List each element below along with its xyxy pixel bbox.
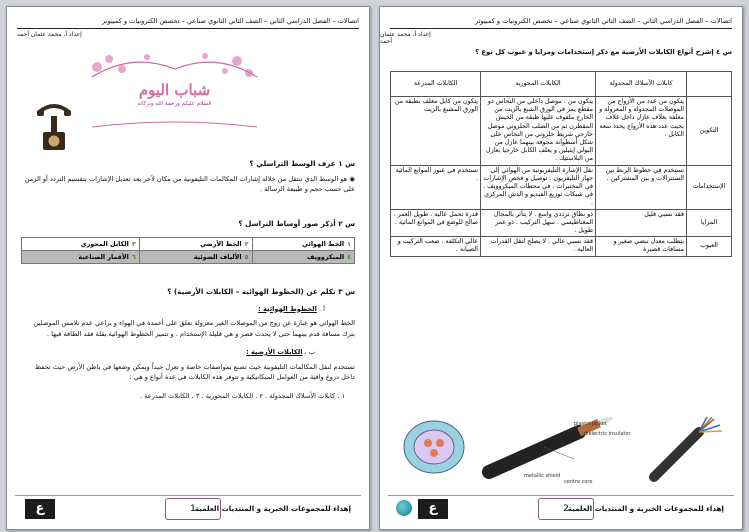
footer-text: إهداء للمجموعات الخبرية و المنتديات العلمية [567, 504, 724, 513]
page-footer [388, 495, 734, 522]
page-footer [15, 495, 361, 522]
q1-title: س ١ عرف الوسط التراسلي ؟ [249, 159, 355, 168]
table-row [391, 209, 732, 237]
table-cell: تستخدم في خطوط الربط بين السنترالات و بين المشتركين . [596, 165, 687, 209]
cable-images [394, 417, 728, 487]
column-header: الكابلات المدرعة [391, 72, 481, 97]
table-row [22, 251, 355, 264]
page-number: 2 [538, 498, 594, 520]
footer-logo: ع [418, 499, 448, 519]
row-label: التكوين [687, 97, 732, 166]
banner-greeting: السلام عليكم ورحمة الله وبركاته [137, 101, 212, 107]
page-header: اتصالات – الفصل الدراسي الثاني – الصف الثاني الثانوي صناعي – تخصص الكترونيات و كمبيوتر [474, 17, 732, 25]
table-cell: فقد نسبي عالي . لا يصلح لنقل القدرات العالية . [481, 237, 596, 256]
q1-section [21, 159, 355, 195]
page-number: 1 [165, 498, 221, 520]
row-label: الإستخدامات [687, 165, 732, 209]
table-row [22, 238, 355, 251]
globe-icon [396, 500, 412, 516]
media-table [21, 237, 355, 264]
table-cell: يتكون من : موصل داخلي من النحاس ذو مقطع يمر في الورق الشبع بالزيت من الخارج ملفوف عليها طبقة من الخيش المقطرن ثم من الصلب الحلزوني موصل خارجي شريط حلزوني من النحاس على شكل أسطوانة مجوفة بينهما عازل من البولي إيثيلين و يغلف الكابل خارجيا بعازل من البلاستيك . [481, 97, 596, 166]
coax-label: plastic jacket [574, 421, 607, 427]
cable-comparison-table [390, 71, 732, 257]
coax-label: dielectric insulator [584, 431, 631, 437]
table-cell: ذو نطاق ترددي واسع . لا يتأثر بالمجال المغناطيسي . سهل التركيب . ذو عمر طويل . [481, 209, 596, 237]
author-credit: إعداد أ. محمد عثمان أحمد [17, 31, 82, 38]
column-header: الكابلات المحورية [481, 72, 596, 97]
q3-part-b-heading: ب . الكابلات الأرضية : [246, 348, 315, 356]
q3-part-a-text: الخط الهوائي هو عبارة عن زوج من الموصلات الغير معزولة تعلق على أعمدة في الهواء و يراعي عدم تلامس الموصلين بترك مسافة قدم بينهما حتى لا يحدث قصر و هي قليلة الإستخدام . و تتميز الخطوط الهوائية بقلة فقد الطاقة فيها . [33, 319, 355, 338]
table-header-row [391, 72, 732, 97]
q3-title: س ٣ تكلم عن (الخطوط الهوائية – الكابلات الأرضية) ؟ [167, 287, 355, 296]
header-divider [390, 28, 732, 29]
table-cell: نقل الإشارة التليفزيونية من الهوائي إلى جهاز التليفزيون . توصيل و فحص الإشارات في المختبرات . في محطات الميكروويف . في شبكات توزيع الفيديو و الدش المركزي . [481, 165, 596, 209]
coax-label: metallic shield [524, 473, 561, 479]
q1-answer: ◉ هو الوسط الذي تنتقل من خلاله إشارات المكالمات التليفونية من مكان لآخر بعد تعديل الإشارات بتقسيم التردد أو الزمن على حسب حجم و طبيعة الرسالة . [24, 174, 355, 193]
q3-section [21, 287, 355, 401]
table-cell: فقد نسبي قليل [596, 209, 687, 237]
footer-logo: ع [25, 499, 55, 519]
table-row [391, 97, 732, 166]
q4-title: س ٤ إشرح أنواع الكابلات الأرضية مع ذكر إستخدامات ومزايا و عيوب كل نوع ؟ [475, 48, 732, 56]
greeting-banner [87, 47, 262, 137]
q4-section [390, 47, 732, 58]
telephone-icon [37, 102, 71, 154]
table-cell: عالي التكلفة . صعب التركيب و الصيانة . [391, 237, 481, 256]
armoured-cable-icon [404, 421, 464, 473]
coax-label: centre core [564, 479, 593, 485]
q3-part-a-heading: أ . الخطوط الهوائية : [258, 304, 325, 313]
table-cell: قدرة تحمل عالية . طويل العمر . صالح للوضع في الموانع المائية . [391, 209, 481, 237]
media-cell: ٦الأقمار الصناعية [22, 251, 140, 264]
table-cell: يتكون من كابل مغلف بطبقة من الورق المشبع بالزيت [391, 97, 481, 166]
bullet-icon: ◉ [347, 174, 355, 183]
table-row [391, 237, 732, 256]
media-cell: ٢الخط الأرضي [139, 238, 252, 251]
author-credit: إعداد أ. محمد عثمان أحمد [380, 31, 431, 45]
row-label: العيوب [687, 237, 732, 256]
page-2 [379, 6, 743, 530]
media-cell: ١الخط الهوائي [252, 238, 354, 251]
cable-types-list: ١ . كابلات الأسلاك المجدولة . ٢ . الكابلات المحورية . ٣ . الكابلات المدرعة . [140, 391, 345, 400]
corner-cell [687, 72, 732, 97]
media-cell: ٤الميكروويف [252, 251, 354, 264]
page-1 [6, 6, 370, 530]
column-header: كابلات الأسلاك المجدولة [596, 72, 687, 97]
row-label: المزايا [687, 209, 732, 237]
twisted-pair-cable-icon [654, 417, 722, 477]
q2-title: س ٢ أذكر صور أوساط التراسل ؟ [238, 219, 355, 228]
cable-illustrations [394, 417, 728, 487]
media-cell: ٥الألياف الضوئية [139, 251, 252, 264]
table-cell: تستخدم في عبور الموانع المائية . [391, 165, 481, 209]
header-divider [17, 28, 359, 29]
table-cell: يتكون من عدد من الأزواج من الموصلات المجدولة و المعزولة و مغلفة بغلاف عازل داخل غلاف بحيث عدد هذه الأزواج يحدد سعة الكابل . [596, 97, 687, 166]
q3-part-b-text: تستخدم لنقل المكالمات التليفونية حيث تصنع بمواصفات خاصة و تعزل جيداً ويمكن وضعها في باطن الأرض حيث تحفظ داخل دروع واقية من العوامل الميكانيكية و تتوفر هذه الكابلات في عدة أنواع و هي : [35, 362, 355, 381]
table-row [391, 165, 732, 209]
media-cell: ٣الكابل المحوري [22, 238, 140, 251]
page-header: اتصالات – الفصل الدراسي الثاني – الصف الثاني الثانوي صناعي – تخصص الكترونيات و كمبيوتر [101, 17, 359, 25]
footer-text: إهداء للمجموعات الخبرية و المنتديات العلمية [194, 504, 351, 513]
table-cell: يتطلب معدل نبضي صغير و مسافات قصيرة [596, 237, 687, 256]
q2-section [21, 219, 355, 230]
banner-title: شباب اليوم [138, 81, 211, 99]
